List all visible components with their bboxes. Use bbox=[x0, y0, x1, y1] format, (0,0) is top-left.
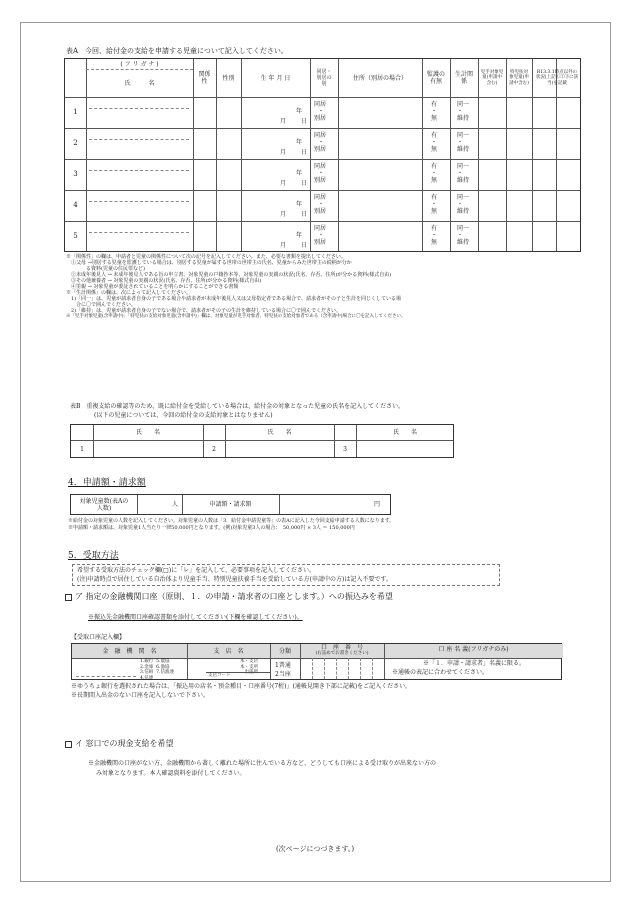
section4-note2: ※申請額・請求額は、対象児童1人当たり一律50,000円となります。(例)対象児童3人の場合： 50,000円 × 3人 ＝ 150,000円 bbox=[68, 525, 355, 531]
table-a: ( フ リ ガ ナ ) 氏 名 関係性 性別 生 年 月 日 同居・別居の別 住所（別居の場合） 監護の有無 生計関係 児手対象児童(申請中含む) 特児扶対象児童(申請中含む) R13.3.1時点以外の状況(上記①②③に該当)を記載 1 年 月 日 同居 ・ 別居 有 ・ 無 同一 ・ 維持 2 年 月 日 同居 ・ 別居 有 ・ 無 同一 ・ 維持 3 年 月 日 同居 ・ 別居 有 ・ 無 同一 ・ 維持 4 年 月 日 同居 ・ 別居 有 ・ 無 同一 ・ 維持 5 年 月 日 同居 ・ 別居 有 ・ 無 同一 ・ 維持 bbox=[64, 58, 581, 252]
table-b bbox=[70, 424, 454, 458]
birth-day-label: 日 bbox=[301, 149, 308, 156]
option-b-checkbox[interactable] bbox=[65, 741, 72, 748]
section4-note1: ※給付金の対象児童の人数を記入してください。対象児童の人数は「3．給付金申請児童等」の表Aに記入した今回支給申請する人数になります。 bbox=[68, 518, 395, 524]
cohab-option[interactable]: 同居 bbox=[314, 163, 327, 170]
birth-year-label: 年 bbox=[296, 139, 303, 146]
header-livelihood: 生計関係 bbox=[455, 71, 474, 85]
holder-note1: ※「１．申請・請求者」名義に限る。 bbox=[422, 660, 525, 667]
section5-heading: 5．受取方法 bbox=[68, 551, 119, 561]
option-a-checkbox[interactable] bbox=[65, 594, 72, 601]
option-a-label: ア 指定の金融機関口座（原則、１．の申請・請求者の口座とします。）への振込みを希望 bbox=[75, 592, 393, 601]
header-birth: 生 年 月 日 bbox=[260, 74, 291, 82]
count-label: 対象児童数(表Aの人数) bbox=[79, 497, 129, 512]
header-relation: 関係性 bbox=[198, 71, 211, 85]
header-name: 氏 名 bbox=[124, 79, 155, 87]
custody-yes[interactable]: 有 bbox=[431, 194, 438, 201]
birth-month-label: 月 bbox=[280, 180, 287, 187]
row-number: 3 bbox=[73, 170, 78, 178]
birth-day-label: 日 bbox=[301, 118, 308, 125]
header-furigana: ( フ リ ガ ナ ) bbox=[120, 60, 159, 68]
instruction-line2: (注)申請時点で居住している自治体より児童手当、特別児童扶養手当を受給している方(申請中の方)は記入不要です。 bbox=[77, 576, 392, 583]
table-b-title: 表B 重複支給の確認等のため、既に給付金を受給している場合は、給付金の対象となった児童の氏名を記入してください。 bbox=[70, 403, 405, 410]
live-maintain[interactable]: 維持 bbox=[457, 115, 470, 122]
branch-code-label: 支店コード bbox=[208, 673, 231, 678]
custody-no[interactable]: 無 bbox=[431, 115, 438, 122]
live-maintain[interactable]: 維持 bbox=[457, 239, 470, 246]
row-number: 1 bbox=[73, 108, 78, 116]
live-same[interactable]: 同一 bbox=[457, 194, 470, 201]
bank-account-table bbox=[71, 643, 562, 680]
table-b-subtitle: (以下の児童については、今回の給付金の支給対象とはなりません) bbox=[94, 412, 273, 419]
cohab-option[interactable]: 同居 bbox=[314, 132, 327, 139]
header-address: 住所（別居の場合） bbox=[352, 74, 407, 82]
amount-label: 申請額・請求額 bbox=[209, 501, 252, 508]
holder-note2: ※通帳の表記に合わせてください。 bbox=[392, 669, 489, 676]
instruction-line1: 希望する受取方法のチェック欄(□)に「レ」を記入して、必要事項を記入してください。 bbox=[77, 567, 316, 574]
birth-month-label: 月 bbox=[280, 211, 287, 218]
table-b-name-header: 氏 名 bbox=[392, 429, 417, 436]
custody-no[interactable]: 無 bbox=[431, 146, 438, 153]
option-b-row[interactable] bbox=[65, 739, 465, 749]
row-number: 5 bbox=[73, 232, 78, 240]
live-maintain[interactable]: 維持 bbox=[457, 146, 470, 153]
bank-section-label: 【受取口座記入欄】 bbox=[71, 634, 126, 641]
live-same[interactable]: 同一 bbox=[457, 163, 470, 170]
table-b-num: 1 bbox=[80, 445, 84, 453]
live-same[interactable]: 同一 bbox=[457, 101, 470, 108]
separate-option[interactable]: 別居 bbox=[314, 239, 327, 246]
table-a-title: 表A 今回、給付金の支給を申請する児童について記入してください。 bbox=[66, 47, 288, 55]
custody-yes[interactable]: 有 bbox=[431, 225, 438, 232]
table-a-notes: ※「関係性」の欄は、申請者と児童の関係性について次の記号を記入してください。また、必要な書類を提出してください。 ①父母 →別居する児童を監護している場合は、別居する児童が属する世帯の世帯主の氏名、児童からみた世帯主の続柄が分か る資料(児童の住民票など) ②未成年後見人 → 未成年後見人である旨の申立書、対象児童の戸籍抄本等、対象児童の実親の状況(氏名、存否、住所)が分かる資料(様式自由) ③その他兼養者 → 対象児童の実親の状況(氏名、存否、住所)が分かる資料(様式自由) ④里親 → 対象児童が委託されていることを明らかにすることができる書類 ※「生計関係」の欄は、次によって記入してください。 1)「同一」は、児童が請求者自身の子である場合や請求者が未成年後見人又は父母指定者である場合で、請求者がその子と生計を同じくしている場 合に〇で囲んでください。 2)「維持」は、児童が請求者自身の子でない場合で、請求者がその子の生計を維持している場合に〇で囲んでください。 ※「児手対象児童(含申請中)」「特児扶の支給対象児童(含申請中)」欄は、対象児童が児手対象者、特児扶の支給対象者である（含申請中)場合に〇を記入してください。 bbox=[66, 254, 406, 319]
custody-no[interactable]: 無 bbox=[431, 239, 438, 246]
option-b-label: イ 窓口での現金支給を希望 bbox=[75, 739, 174, 748]
header-cohab: 同居・別居の別 bbox=[316, 69, 332, 87]
table-b-name-header: 氏 名 bbox=[267, 429, 292, 436]
separate-option[interactable]: 別居 bbox=[314, 115, 327, 122]
live-maintain[interactable]: 維持 bbox=[457, 208, 470, 215]
cohab-option[interactable]: 同居 bbox=[314, 101, 327, 108]
cohab-option[interactable]: 同居 bbox=[314, 194, 327, 201]
holder-header: 口 座 名 義(フリガナのみ) bbox=[438, 645, 509, 653]
custody-no[interactable]: 無 bbox=[431, 177, 438, 184]
birth-month-label: 月 bbox=[280, 118, 287, 125]
branch-type-list: 本・支店 本・支所 出張所 bbox=[240, 659, 258, 675]
header-custody: 監護の有無 bbox=[427, 71, 446, 85]
page-footer: (次ページにつづきます。) bbox=[275, 845, 355, 853]
birth-year-label: 年 bbox=[296, 201, 303, 208]
bank-type-list: 1.銀行 5.農協 2.金庫 6.漁協 3.信組 7.信漁連 4.信連 bbox=[140, 659, 174, 681]
row-number: 2 bbox=[73, 139, 78, 147]
option-b-note2: み対象となります。本人確認資料を添付してください。 bbox=[96, 770, 246, 777]
option-a-row[interactable] bbox=[65, 592, 585, 602]
account-header: 口 座 番 号 bbox=[320, 644, 363, 651]
birth-day-label: 日 bbox=[301, 180, 308, 187]
birth-year-label: 年 bbox=[296, 170, 303, 177]
yucho-note: ※ゆうちょ銀行を選択された場合は、「振込用の店名・預金種目・口座番号(7桁)」(通帳見開き下部に記載)をご記入ください。 bbox=[71, 683, 412, 690]
table-b-num: 2 bbox=[212, 445, 216, 453]
cohab-option[interactable]: 同居 bbox=[314, 225, 327, 232]
branch-header: 支 店 名 bbox=[213, 647, 244, 655]
header-col-b: 特児扶対象児童(申請中含む) bbox=[509, 69, 529, 86]
account-type-ordinary[interactable]: 1普通 bbox=[275, 662, 291, 669]
amount-table bbox=[70, 494, 391, 515]
table-b-num: 3 bbox=[343, 445, 347, 453]
type-header: 分類 bbox=[278, 647, 291, 655]
birth-day-label: 日 bbox=[301, 211, 308, 218]
longterm-note: ※長期間入出金のない口座を記入しないで下さい。 bbox=[71, 692, 210, 699]
birth-year-label: 年 bbox=[296, 108, 303, 115]
amount-unit: 円 bbox=[374, 501, 381, 508]
live-same[interactable]: 同一 bbox=[457, 225, 470, 232]
birth-day-label: 日 bbox=[301, 242, 308, 249]
separate-option[interactable]: 別居 bbox=[314, 177, 327, 184]
birth-month-label: 月 bbox=[280, 149, 287, 156]
live-same[interactable]: 同一 bbox=[457, 132, 470, 139]
account-subheader: (右詰めでお書きください) bbox=[315, 651, 369, 656]
option-b-note1: ※金融機関の口座がない方、金融機関から著しく離れた場所に住んでいる方など、どうしても口座による受け取りが出来ない方の bbox=[88, 760, 437, 767]
custody-no[interactable]: 無 bbox=[431, 208, 438, 215]
separate-option[interactable]: 別居 bbox=[314, 208, 327, 215]
header-col-a: 児手対象児童(申請中含む) bbox=[480, 69, 504, 86]
account-type-current[interactable]: 2当座 bbox=[275, 671, 291, 678]
custody-yes[interactable]: 有 bbox=[431, 101, 438, 108]
count-unit: 人 bbox=[172, 501, 179, 508]
live-maintain[interactable]: 維持 bbox=[457, 177, 470, 184]
instruction-box bbox=[72, 564, 500, 586]
custody-yes[interactable]: 有 bbox=[431, 163, 438, 170]
separate-option[interactable]: 別居 bbox=[314, 146, 327, 153]
row-number: 4 bbox=[73, 201, 78, 209]
birth-year-label: 年 bbox=[296, 232, 303, 239]
custody-yes[interactable]: 有 bbox=[431, 132, 438, 139]
option-a-note: ※振込先金融機関口座確認書類を添付してください(下欄を確認してください)。 bbox=[88, 614, 303, 621]
section4-heading: 4．申請額・請求額 bbox=[68, 478, 146, 488]
table-b-name-header: 氏 名 bbox=[135, 429, 160, 436]
header-sex: 性別 bbox=[222, 74, 235, 82]
birth-month-label: 月 bbox=[280, 242, 287, 249]
header-col-c: R13.3.1時点以外の状況(上記①②③に該当)を記載 bbox=[535, 69, 579, 86]
bank-header: 金 融 機 関 名 bbox=[102, 647, 157, 655]
